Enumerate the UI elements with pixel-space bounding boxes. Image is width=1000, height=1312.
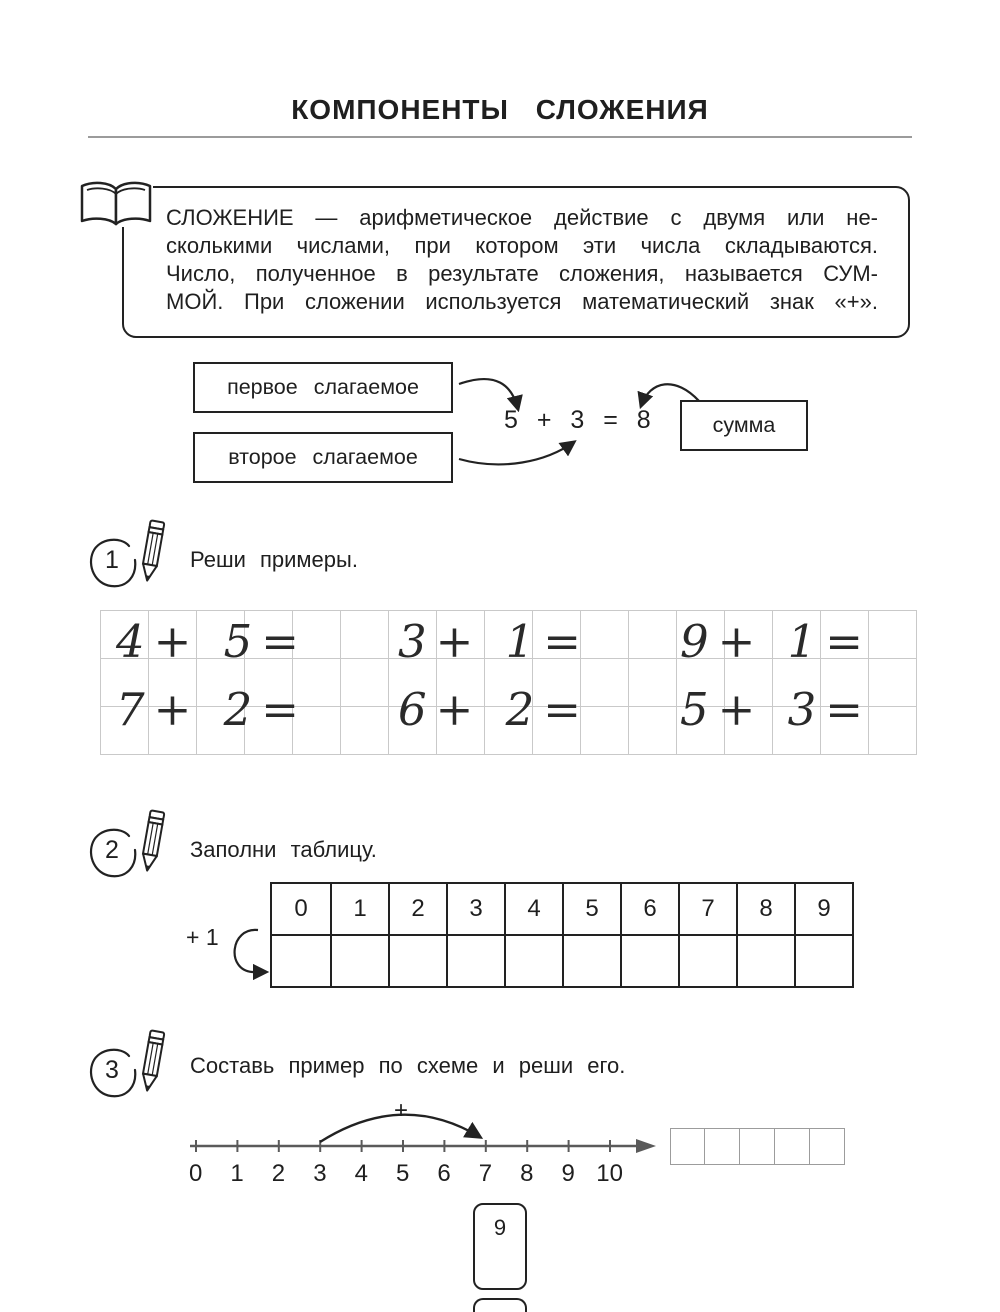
exercise2-instruction: Заполни таблицу. bbox=[190, 837, 377, 862]
tick-label: 8 bbox=[520, 1160, 534, 1187]
table-header-cell: 9 bbox=[794, 884, 852, 934]
table-answer-cell[interactable] bbox=[504, 934, 562, 986]
next-page-number-box bbox=[473, 1298, 527, 1312]
exercise1-writing-grid[interactable] bbox=[100, 610, 917, 755]
exercise2-marker bbox=[84, 818, 188, 888]
diagram-arrows bbox=[0, 356, 1000, 506]
open-book-icon bbox=[76, 178, 156, 232]
tick-label: 3 bbox=[313, 1160, 327, 1187]
handwritten-example: 5+ 3= bbox=[680, 683, 872, 736]
table-answer-cell[interactable] bbox=[388, 934, 446, 986]
handwritten-example: 6+ 2= bbox=[398, 683, 590, 736]
table-header-cell: 7 bbox=[678, 884, 736, 934]
number-line bbox=[186, 1096, 666, 1164]
definition-line: СЛОЖЕНИЕ — арифметическое действие с двумя или не- bbox=[166, 205, 878, 230]
sum-box: сумма bbox=[680, 400, 808, 451]
table-answer-cell[interactable] bbox=[620, 934, 678, 986]
second-addend-box: второе слагаемое bbox=[193, 432, 453, 483]
tick-label: 4 bbox=[354, 1160, 368, 1187]
table-answer-cell[interactable] bbox=[678, 934, 736, 986]
exercise1-instruction: Реши примеры. bbox=[190, 547, 358, 572]
table-header-cell: 4 bbox=[504, 884, 562, 934]
tick-label: 5 bbox=[395, 1160, 410, 1187]
table-header-cell: 8 bbox=[736, 884, 794, 934]
exercise3-number: 3 bbox=[105, 1055, 119, 1084]
table-answer-cell[interactable] bbox=[562, 934, 620, 986]
tick-label: 7 bbox=[478, 1160, 493, 1187]
table-header-cell: 2 bbox=[388, 884, 446, 934]
exercise1-number: 1 bbox=[105, 545, 119, 574]
tick-label: 0 bbox=[189, 1160, 203, 1187]
table-header-cell: 1 bbox=[330, 884, 388, 934]
tick-label: 9 bbox=[561, 1160, 575, 1187]
answer-cell[interactable] bbox=[670, 1128, 705, 1165]
page-number-box bbox=[473, 1203, 527, 1290]
table-answer-cell[interactable] bbox=[446, 934, 504, 986]
addition-table bbox=[270, 882, 854, 988]
handwritten-example: 4+ 5= bbox=[116, 615, 308, 668]
table-answer-cell[interactable] bbox=[794, 934, 852, 986]
handwritten-example: 3+ 1= bbox=[398, 615, 590, 668]
answer-cell[interactable] bbox=[740, 1128, 775, 1165]
tick-label: 6 bbox=[437, 1160, 451, 1187]
table-header-cell: 0 bbox=[294, 895, 308, 922]
page-number: 9 bbox=[493, 1215, 507, 1240]
example-equation: 5 + 3 = 8 bbox=[504, 406, 652, 434]
definition-line: сколькими числами, при котором эти числа складываются. bbox=[166, 233, 878, 258]
tick-label: 1 bbox=[230, 1160, 244, 1187]
tick-label: 10 bbox=[596, 1160, 623, 1187]
arc-plus-label: + bbox=[394, 1097, 409, 1124]
exercise3-answer-cells bbox=[670, 1128, 845, 1165]
exercise3-marker bbox=[84, 1038, 188, 1108]
first-addend-box: первое слагаемое bbox=[193, 362, 453, 413]
number-line-labels bbox=[175, 1160, 630, 1188]
page-title: КОМПОНЕНТЫ СЛОЖЕНИЯ bbox=[291, 94, 709, 125]
table-header-cell: 3 bbox=[446, 884, 504, 934]
title-divider bbox=[88, 136, 912, 138]
handwritten-example: 7+ 2= bbox=[116, 683, 308, 736]
answer-cell[interactable] bbox=[775, 1128, 810, 1165]
table-answer-cell[interactable] bbox=[736, 934, 794, 986]
exercise2-number: 2 bbox=[105, 835, 119, 864]
pencil-icon bbox=[134, 1028, 170, 1098]
exercise3-instruction: Составь пример по схеме и реши его. bbox=[190, 1053, 626, 1078]
table-answer-cell[interactable] bbox=[330, 934, 388, 986]
table-answer-cell[interactable] bbox=[272, 934, 330, 986]
exercise1-marker bbox=[84, 528, 188, 598]
definition-box bbox=[122, 186, 910, 338]
definition-line: Число, полученное в результате сложения, называется СУМ- bbox=[166, 261, 878, 286]
pencil-icon bbox=[134, 808, 170, 878]
tick-label: 2 bbox=[271, 1160, 286, 1187]
definition-line: МОЙ. При сложении используется математический знак «+». bbox=[166, 289, 878, 314]
addition-components-diagram bbox=[0, 356, 1000, 506]
handwritten-example: 9+ 1= bbox=[680, 615, 872, 668]
answer-cell[interactable] bbox=[705, 1128, 740, 1165]
pencil-icon bbox=[134, 518, 170, 588]
answer-cell[interactable] bbox=[810, 1128, 845, 1165]
table-header-cell: 6 bbox=[620, 884, 678, 934]
table-rule-label: + 1 bbox=[186, 924, 219, 950]
table-header-cell: 5 bbox=[562, 884, 620, 934]
